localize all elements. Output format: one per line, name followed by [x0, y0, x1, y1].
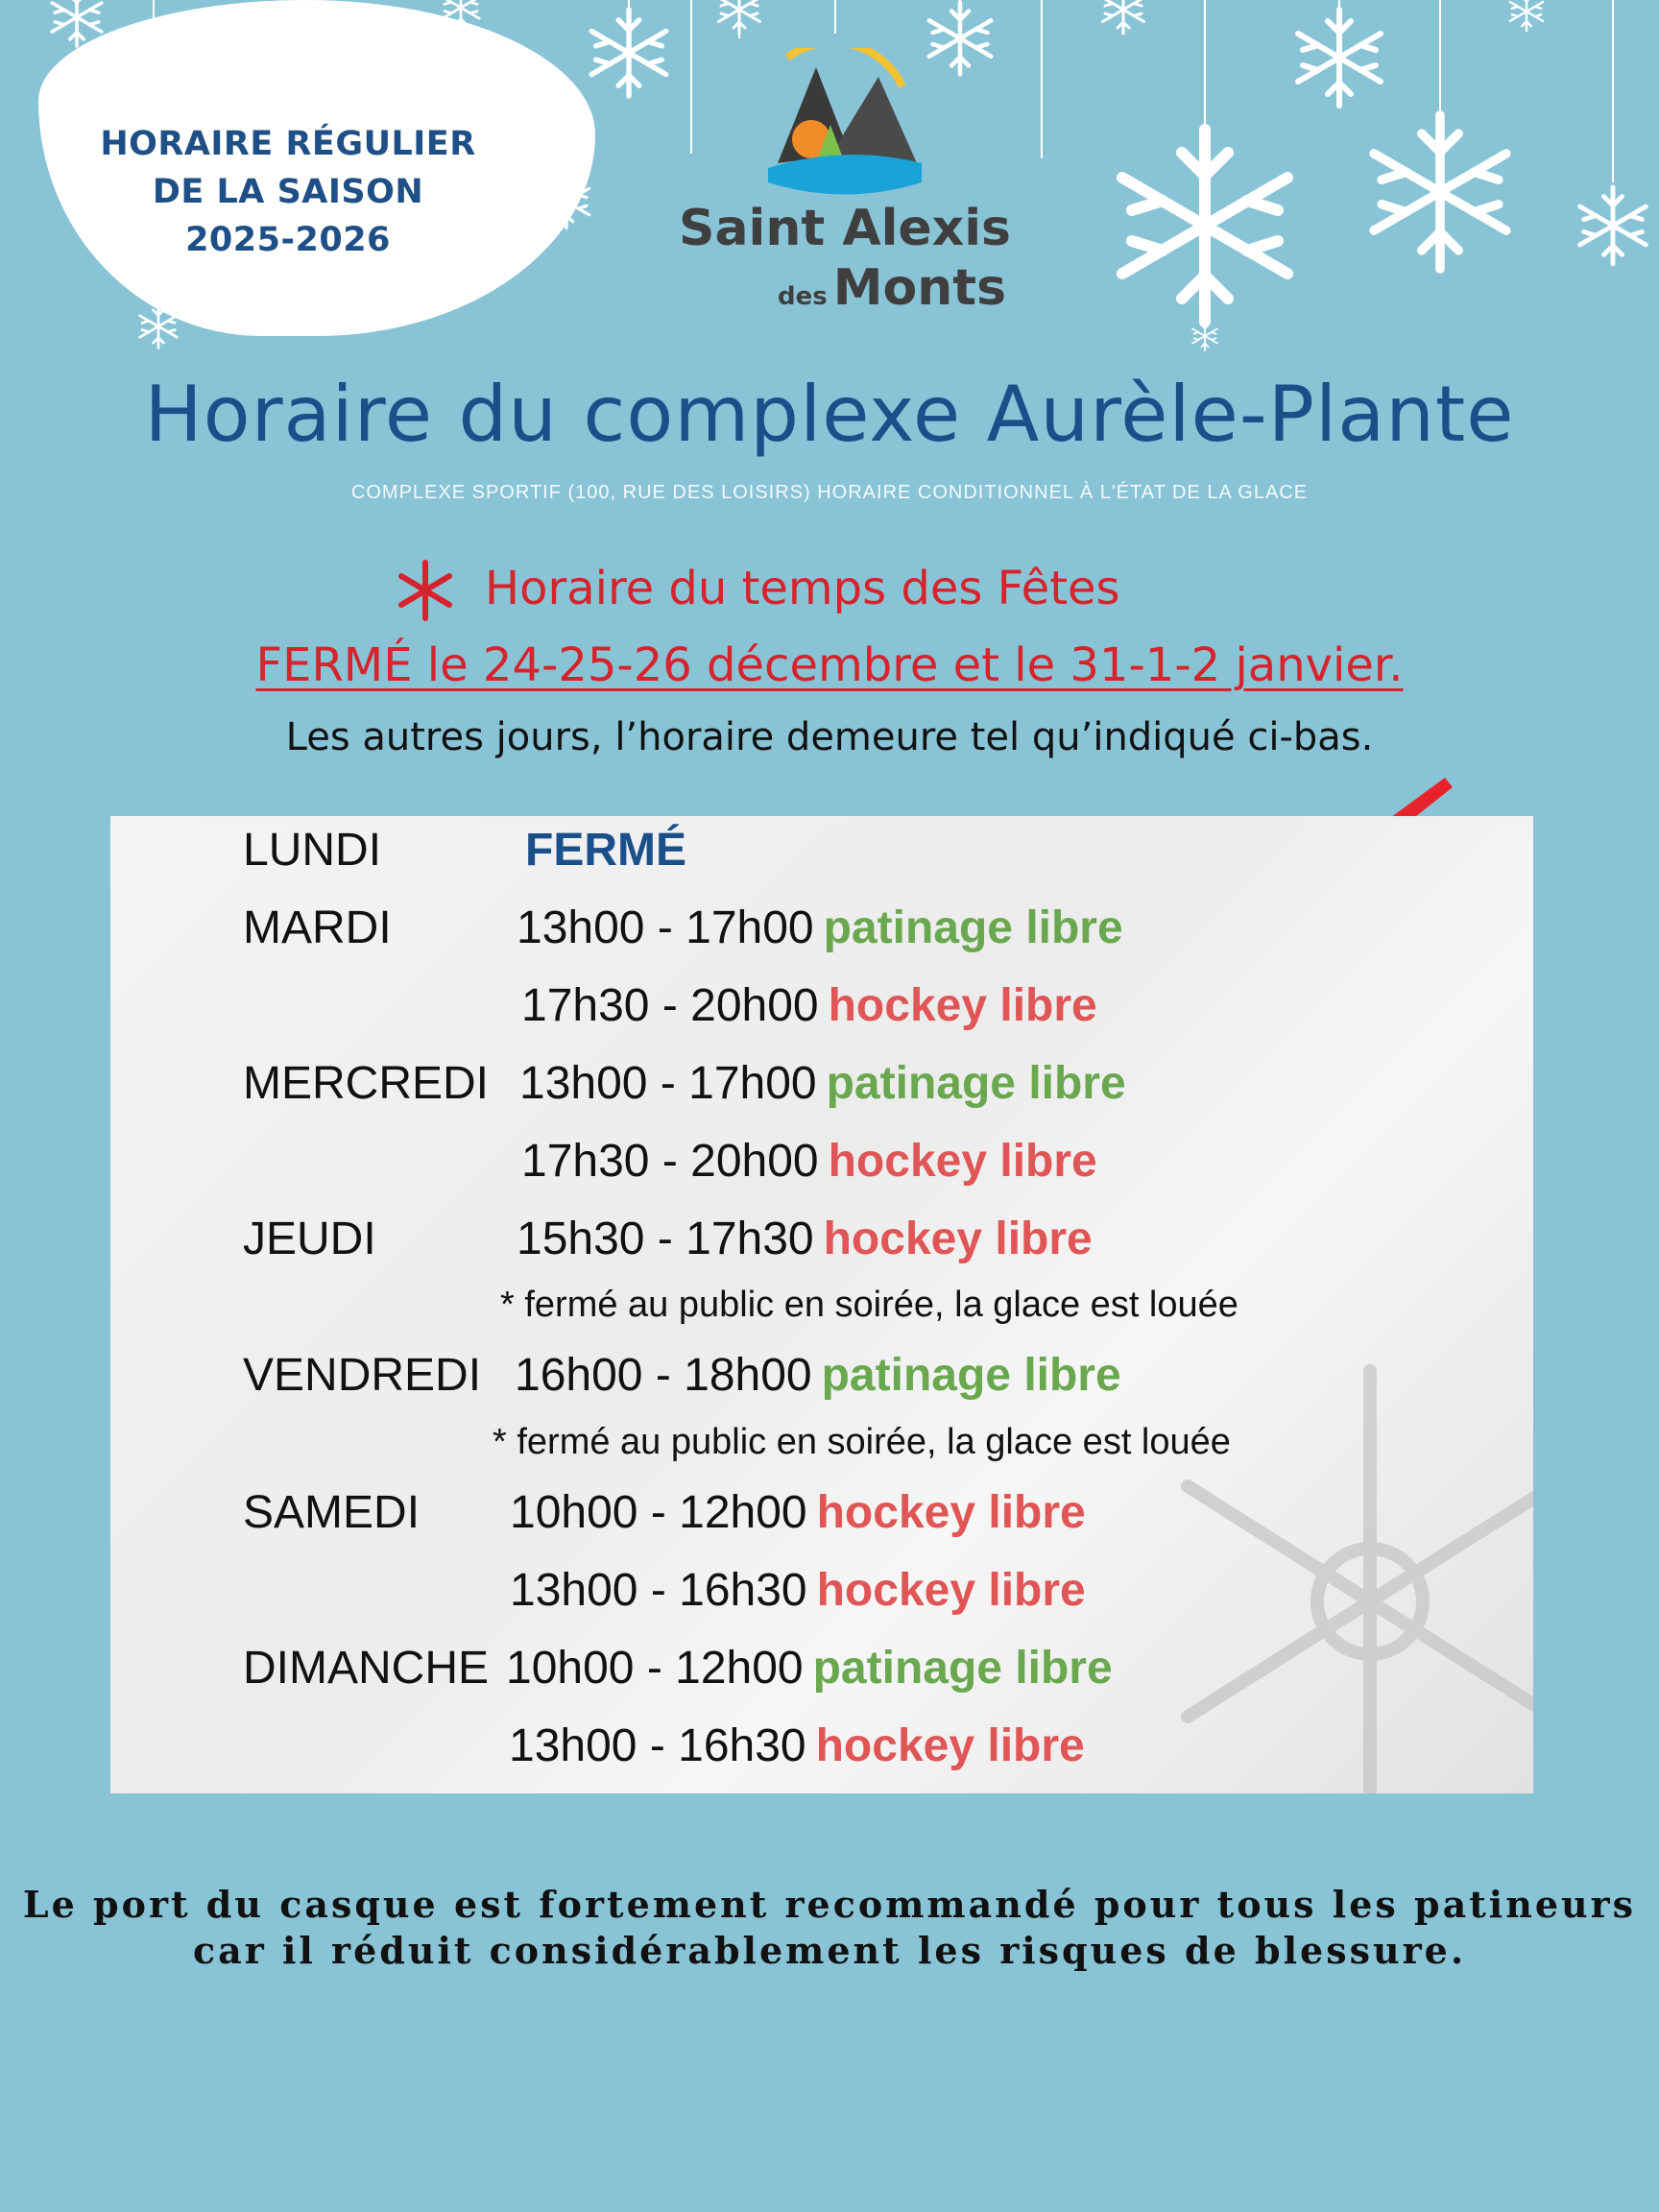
time-range: 17h30 - 20h00 — [521, 1136, 819, 1187]
activity-label: hockey libre — [816, 1565, 1086, 1616]
schedule-row-mercredi-2 — [110, 1135, 1533, 1202]
time-slot — [509, 1719, 1085, 1772]
activity-label: hockey libre — [823, 1214, 1093, 1264]
day-label: MARDI — [243, 902, 392, 953]
season-line-1: HORAIRE RÉGULIER — [100, 125, 476, 163]
activity-label: patinage libre — [812, 1643, 1113, 1694]
activity-label: hockey libre — [815, 1720, 1085, 1771]
schedule-row-dimanche-2 — [110, 1719, 1533, 1787]
time-range: 17h30 - 20h00 — [521, 980, 819, 1031]
time-slot — [515, 1349, 1121, 1402]
page-title: Horaire du complexe Aurèle-Plante — [144, 370, 1515, 459]
activity-label: hockey libre — [828, 980, 1097, 1031]
helmet-notice-line-1: Le port du casque est fortement recommandé pour tous les patineurs — [22, 1883, 1637, 1926]
holiday-closed-dates: FERMÉ le 24-25-26 décembre et le 31-1-2 janvier. — [255, 638, 1404, 692]
day-label: MERCREDI — [243, 1058, 490, 1109]
time-slot — [510, 1486, 1086, 1539]
day-label: JEUDI — [243, 1214, 376, 1264]
time-range: 10h00 - 12h00 — [510, 1487, 807, 1538]
schedule-row-mardi-2 — [110, 979, 1533, 1046]
helmet-notice — [0, 1882, 1659, 1974]
day-label: DIMANCHE — [243, 1643, 490, 1694]
jeudi-note: * fermé au public en soirée, la glace est louée — [500, 1285, 1238, 1325]
activity-label: hockey libre — [828, 1136, 1097, 1187]
time-slot — [521, 1135, 1097, 1188]
schedule-row-mardi — [110, 902, 1533, 969]
closed-label: FERMÉ — [525, 825, 686, 876]
logo-monts: Monts — [832, 259, 1007, 317]
season-label — [67, 120, 509, 264]
day-label: VENDREDI — [243, 1350, 482, 1401]
time-slot — [506, 1642, 1113, 1695]
activity-label: patinage libre — [821, 1350, 1121, 1401]
logo-des: des — [778, 282, 828, 311]
schedule-row-lundi — [110, 824, 1533, 891]
time-slot — [510, 1564, 1086, 1617]
season-line-2: DE LA SAISON — [152, 173, 424, 211]
activity-label: hockey libre — [816, 1487, 1086, 1538]
schedule-row-jeudi — [110, 1213, 1533, 1280]
time-slot — [517, 1213, 1093, 1265]
time-range: 13h00 - 17h00 — [519, 1058, 817, 1109]
holiday-other-days: Les autres jours, l’horaire demeure tel qu’indiqué ci-bas. — [285, 715, 1374, 759]
day-label: LUNDI — [243, 825, 382, 876]
logo-name: Saint Alexis — [679, 200, 1011, 257]
holiday-title: Horaire du temps des Fêtes — [485, 562, 1120, 615]
day-label: SAMEDI — [243, 1487, 421, 1538]
page-subtitle: COMPLEXE SPORTIF (100, RUE DES LOISIRS) HORAIRE CONDITIONNEL À L'ÉTAT DE LA GLACE — [350, 482, 1309, 503]
time-slot — [519, 1057, 1126, 1110]
helmet-notice-line-2: car il réduit considérablement les risques de blessure. — [192, 1929, 1467, 1972]
time-range: 10h00 - 12h00 — [506, 1643, 804, 1694]
schedule-row-samedi-2 — [110, 1564, 1533, 1631]
activity-label: patinage libre — [826, 1058, 1126, 1109]
season-line-3: 2025-2026 — [185, 221, 391, 259]
schedule-panel — [110, 816, 1533, 1793]
time-range: 16h00 - 18h00 — [515, 1350, 812, 1401]
time-slot — [517, 902, 1123, 954]
schedule-row-samedi — [110, 1486, 1533, 1553]
vendredi-note: * fermé au public en soirée, la glace est louée — [493, 1422, 1231, 1462]
time-range: 15h30 - 17h30 — [517, 1214, 814, 1264]
time-range: 13h00 - 16h30 — [510, 1565, 807, 1616]
schedule-row-vendredi — [110, 1349, 1533, 1416]
schedule-row-mercredi — [110, 1057, 1533, 1124]
time-slot — [521, 979, 1097, 1032]
schedule-row-dimanche — [110, 1642, 1533, 1709]
municipality-logo — [758, 48, 931, 202]
asterisk-icon — [394, 559, 457, 622]
time-range: 13h00 - 16h30 — [509, 1720, 806, 1771]
time-range: 13h00 - 17h00 — [517, 902, 814, 953]
activity-label: patinage libre — [823, 902, 1123, 953]
logo-subname — [778, 259, 1006, 317]
